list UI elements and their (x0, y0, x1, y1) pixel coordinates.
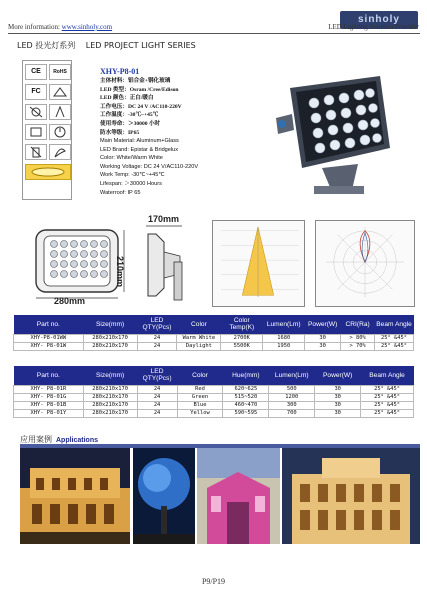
cell: 25° &45° (361, 409, 414, 417)
table-row (14, 409, 414, 417)
no-mercury-icon (25, 104, 47, 120)
spec-row: 主体材料：铝合金+钢化玻璃 (100, 78, 171, 84)
fcc-mark-icon: FC (25, 84, 47, 100)
spec-table-white (13, 315, 414, 351)
table-row (14, 401, 414, 409)
brand-logo: sinholy (340, 11, 418, 29)
application-photo-facade (197, 448, 280, 544)
beam-cone-chart (212, 220, 305, 307)
cell: 700 (269, 409, 315, 417)
series-title-cn: LED 投光灯系列 (17, 41, 76, 50)
cell: 30 (315, 409, 361, 417)
spec-row: Waterroof: IP 65 (100, 189, 141, 196)
spec-row: 工作温度：-30℃~+45℃ (100, 112, 159, 119)
table-row (14, 393, 414, 401)
application-photo-building (20, 448, 130, 544)
col-cri: CRI(Ra) (341, 315, 375, 334)
col-part-no: Part no. (14, 315, 84, 334)
cell: 24 (137, 385, 177, 393)
cell: XHY- P8-01B (14, 401, 84, 409)
cell: 30 (315, 393, 361, 401)
cell: Green (177, 393, 223, 401)
col-led-qty: LED QTY(Pcs) (137, 366, 177, 385)
cell: 25° &45° (375, 342, 414, 350)
cell: Yellow (177, 409, 223, 417)
provider-tagline: LED Lighting Solution Provider (328, 23, 419, 31)
cell: 300 (269, 401, 315, 409)
spec-row: 工作电压：DC 24 V /AC110-220V (100, 103, 182, 110)
spec-row: LED 类型：Osram /Cree/Edison (100, 86, 179, 93)
col-led-qty: LED QTY(Pcs) (137, 315, 177, 334)
cell: > 70% (341, 342, 375, 350)
col-power: Power(W) (315, 366, 361, 385)
spec-table-rgb (13, 366, 414, 418)
cell: 24 (137, 409, 177, 417)
cell: 280x210x170 (83, 409, 137, 417)
cell: 1950 (263, 342, 305, 350)
cell: XHY-P8-01WW (14, 334, 84, 342)
col-hue: Hue(mm) (223, 366, 269, 385)
page-number: P9/P19 (201, 577, 226, 586)
cell: 515~520 (223, 393, 269, 401)
col-color: Color (177, 366, 223, 385)
spec-row: LED 颜色：正白/暖白 (100, 95, 154, 102)
col-power: Power(W) (305, 315, 341, 334)
cell: Daylight (177, 342, 221, 350)
col-lumen: Lumen(Lm) (269, 366, 315, 385)
col-color-temp: Color Temp(K) (221, 315, 263, 334)
cell: 24 (137, 342, 177, 350)
col-beam-angle: Beam Angle (375, 315, 414, 334)
col-color: Color (177, 315, 221, 334)
spec-row: Color: White/Warm White (100, 155, 163, 162)
cell: 30 (315, 385, 361, 393)
cell: 280x210x170 (83, 393, 137, 401)
table-header-row (14, 366, 414, 385)
uv-free-badge-icon (25, 164, 71, 180)
application-photo-tree (133, 448, 195, 544)
cell: 280x210x170 (83, 401, 137, 409)
product-model: XHY-P8-01 (100, 67, 140, 76)
cell: > 80% (341, 334, 375, 342)
col-size: Size(mm) (83, 315, 137, 334)
height-dimension: 210mm (115, 256, 125, 288)
spec-list-cn (100, 77, 182, 137)
cell: 620~625 (223, 385, 269, 393)
cell: 1680 (263, 334, 305, 342)
col-part-no: Part no. (14, 366, 84, 385)
cell: 24 (137, 334, 177, 342)
cell: 2700K (221, 334, 263, 342)
cell: 24 (137, 393, 177, 401)
cell: 460~470 (223, 401, 269, 409)
cell: 500 (269, 385, 315, 393)
cell: Warm White (177, 334, 221, 342)
cell: 280x210x170 (83, 334, 137, 342)
col-size: Size(mm) (83, 366, 137, 385)
cell: 590~595 (223, 409, 269, 417)
series-title-en: LED PROJECT LIGHT SERIES (85, 41, 196, 50)
application-photo-palace (282, 448, 420, 544)
cell: 30 (305, 334, 341, 342)
cell: 25° &45° (361, 401, 414, 409)
spec-row: Lifespan: ＞30000 Hours (100, 180, 162, 187)
spec-list-en (100, 137, 198, 197)
cell: 25° &45° (361, 393, 414, 401)
table-row (14, 334, 414, 342)
cell: 25° &45° (375, 334, 414, 342)
spec-row: 使用寿命：＞30000 小时 (100, 120, 161, 127)
spec-row: Working Voltage: DC 24 V/AC110-220V (100, 163, 199, 170)
cell: 30 (305, 342, 341, 350)
spec-row: Main Material: Aluminum+Glass (100, 138, 179, 144)
cell: XHY- P8-01R (14, 385, 84, 393)
applications-title-en: Applications (56, 437, 99, 444)
waterproof-icon (49, 84, 71, 100)
cell: Blue (177, 401, 223, 409)
spec-row: 防水等级：IP65 (100, 129, 140, 136)
table-row (14, 342, 414, 350)
product-photo (262, 68, 402, 202)
cell: 30 (315, 401, 361, 409)
instant-on-icon (25, 124, 47, 140)
cell: 5500K (221, 342, 263, 350)
spec-row: Work Temp: -30℃~+45℃ (100, 172, 165, 179)
width-dimension: 280mm (54, 296, 86, 306)
rohs-mark-icon: RoHS (49, 64, 71, 80)
cell: XHY- P8-01W (14, 342, 84, 350)
ce-mark-icon: CE (25, 64, 47, 80)
more-info-label: More information: (8, 23, 60, 31)
col-lumen: Lumen(Lm) (263, 315, 305, 334)
applications-title-cn: 应用案例 (20, 435, 52, 444)
polar-distribution-chart (315, 220, 415, 307)
eco-icon (49, 144, 71, 160)
energy-saving-icon (49, 104, 71, 120)
cell: 25° &45° (361, 385, 414, 393)
cell: XHY- P8-01G (14, 393, 84, 401)
recycle-bin-icon (25, 144, 47, 160)
col-beam-angle: Beam Angle (361, 366, 414, 385)
depth-dimension: 170mm (148, 214, 180, 224)
cell: 1200 (269, 393, 315, 401)
more-info (8, 23, 112, 31)
spec-row: LED Brand: Epistar & Bridgelux (100, 146, 179, 153)
long-life-icon (49, 124, 71, 140)
cell: 280x210x170 (83, 342, 137, 350)
table-header-row (14, 315, 414, 334)
cell: Red (177, 385, 223, 393)
cell: XHY- P8-01Y (14, 409, 84, 417)
table-row (14, 385, 414, 393)
series-title (17, 40, 196, 51)
cell: 24 (137, 401, 177, 409)
website-link[interactable]: www.sinholy.com (61, 23, 113, 31)
header-divider (8, 33, 420, 34)
cell: 280x210x170 (83, 385, 137, 393)
certification-panel (22, 60, 72, 200)
